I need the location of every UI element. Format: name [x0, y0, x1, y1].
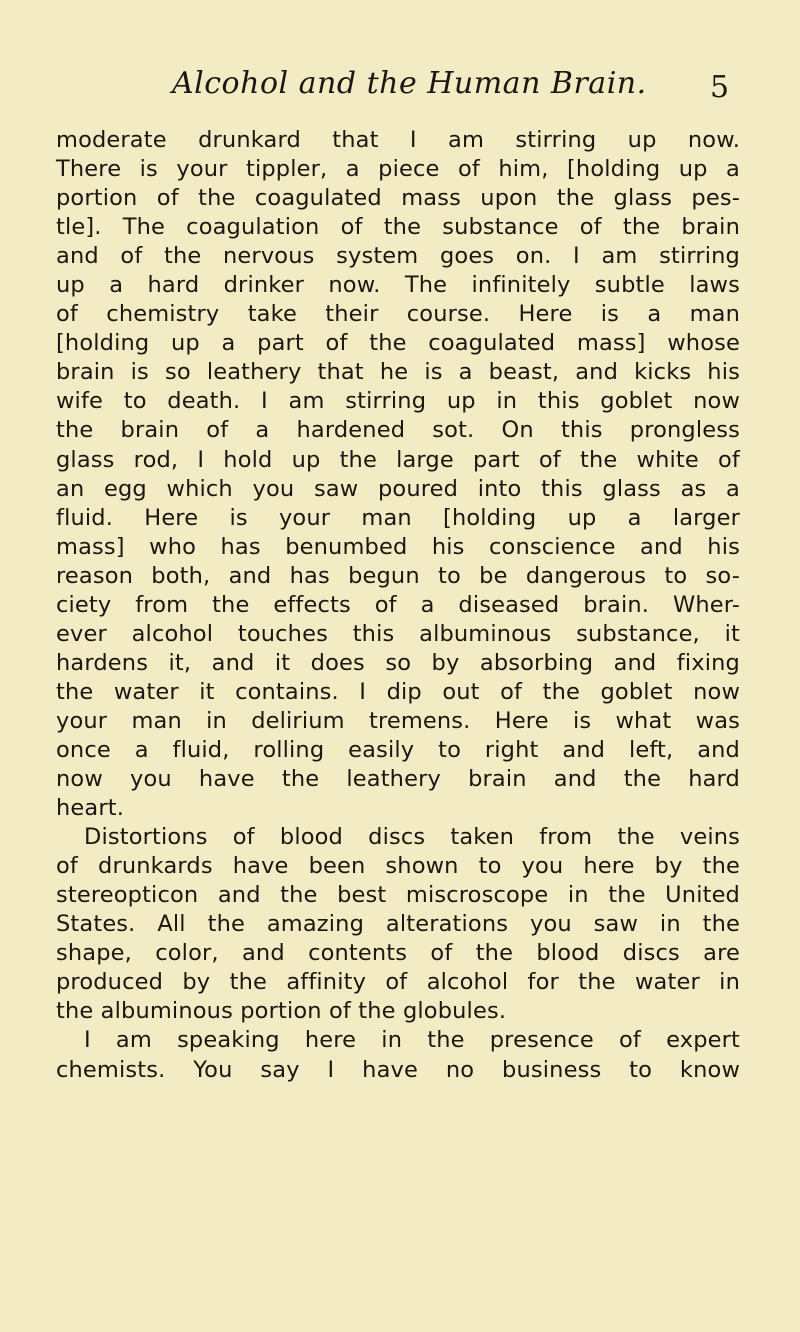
- page-number: 5: [710, 70, 730, 105]
- text-line: Distortions of blood discs taken from the veins: [84, 824, 740, 851]
- text-line: ever alcohol touches this albuminous substance, it: [56, 620, 740, 647]
- text-line: produced by the affinity of alcohol for the water in: [56, 969, 740, 996]
- text-line: heart.: [56, 795, 125, 822]
- text-line: the albuminous portion of the globules.: [56, 998, 507, 1025]
- text-line: and of the nervous system goes on. I am stirring: [56, 243, 740, 270]
- text-line: moderate drunkard that I am stirring up now.: [56, 127, 740, 153]
- text-line: tle]. The coagulation of the substance of the brain: [56, 214, 740, 241]
- text-line: I am speaking here in the presence of expert: [84, 1027, 740, 1054]
- text-line: an egg which you saw poured into this glass as a: [56, 475, 740, 502]
- text-line: of chemistry take their course. Here is a man: [56, 301, 740, 328]
- text-line: now you have the leathery brain and the hard: [56, 766, 740, 793]
- text-line: ciety from the effects of a diseased brain. Wher-: [56, 591, 740, 618]
- text-line: hardens it, and it does so by absorbing and fixing: [56, 649, 740, 676]
- body-text: [56, 126, 740, 1085]
- text-line: your man in delirium tremens. Here is what was: [56, 707, 740, 734]
- text-line: States. All the amazing alterations you saw in the: [56, 911, 740, 938]
- text-line: once a fluid, rolling easily to right and left, and: [56, 736, 740, 763]
- text-line: glass rod, I hold up the large part of the white of: [56, 446, 740, 473]
- text-line: up a hard drinker now. The infinitely subtle laws: [56, 272, 740, 299]
- text-line: chemists. You say I have no business to know: [56, 1056, 740, 1083]
- text-line: the water it contains. I dip out of the goblet now: [56, 678, 740, 705]
- running-head: [0, 66, 800, 106]
- text-line: portion of the coagulated mass upon the glass pes-: [56, 185, 740, 212]
- text-line: of drunkards have been shown to you here by the: [56, 853, 740, 880]
- text-line: reason both, and has begun to be dangerous to so-: [56, 562, 740, 589]
- running-title: Alcohol and the Human Brain.: [172, 66, 647, 101]
- text-line: shape, color, and contents of the blood discs are: [56, 940, 740, 967]
- text-line: the brain of a hardened sot. On this prongless: [56, 417, 740, 444]
- text-line: mass] who has benumbed his conscience and his: [56, 533, 740, 560]
- text-line: fluid. Here is your man [holding up a larger: [56, 504, 740, 531]
- text-line: wife to death. I am stirring up in this goblet now: [56, 388, 740, 415]
- text-line: [holding up a part of the coagulated mass] whose: [56, 330, 740, 357]
- text-line: stereopticon and the best miscroscope in the United: [56, 882, 740, 909]
- text-line: brain is so leathery that he is a beast, and kicks his: [56, 359, 740, 386]
- text-line: There is your tippler, a piece of him, [holding up a: [56, 156, 740, 183]
